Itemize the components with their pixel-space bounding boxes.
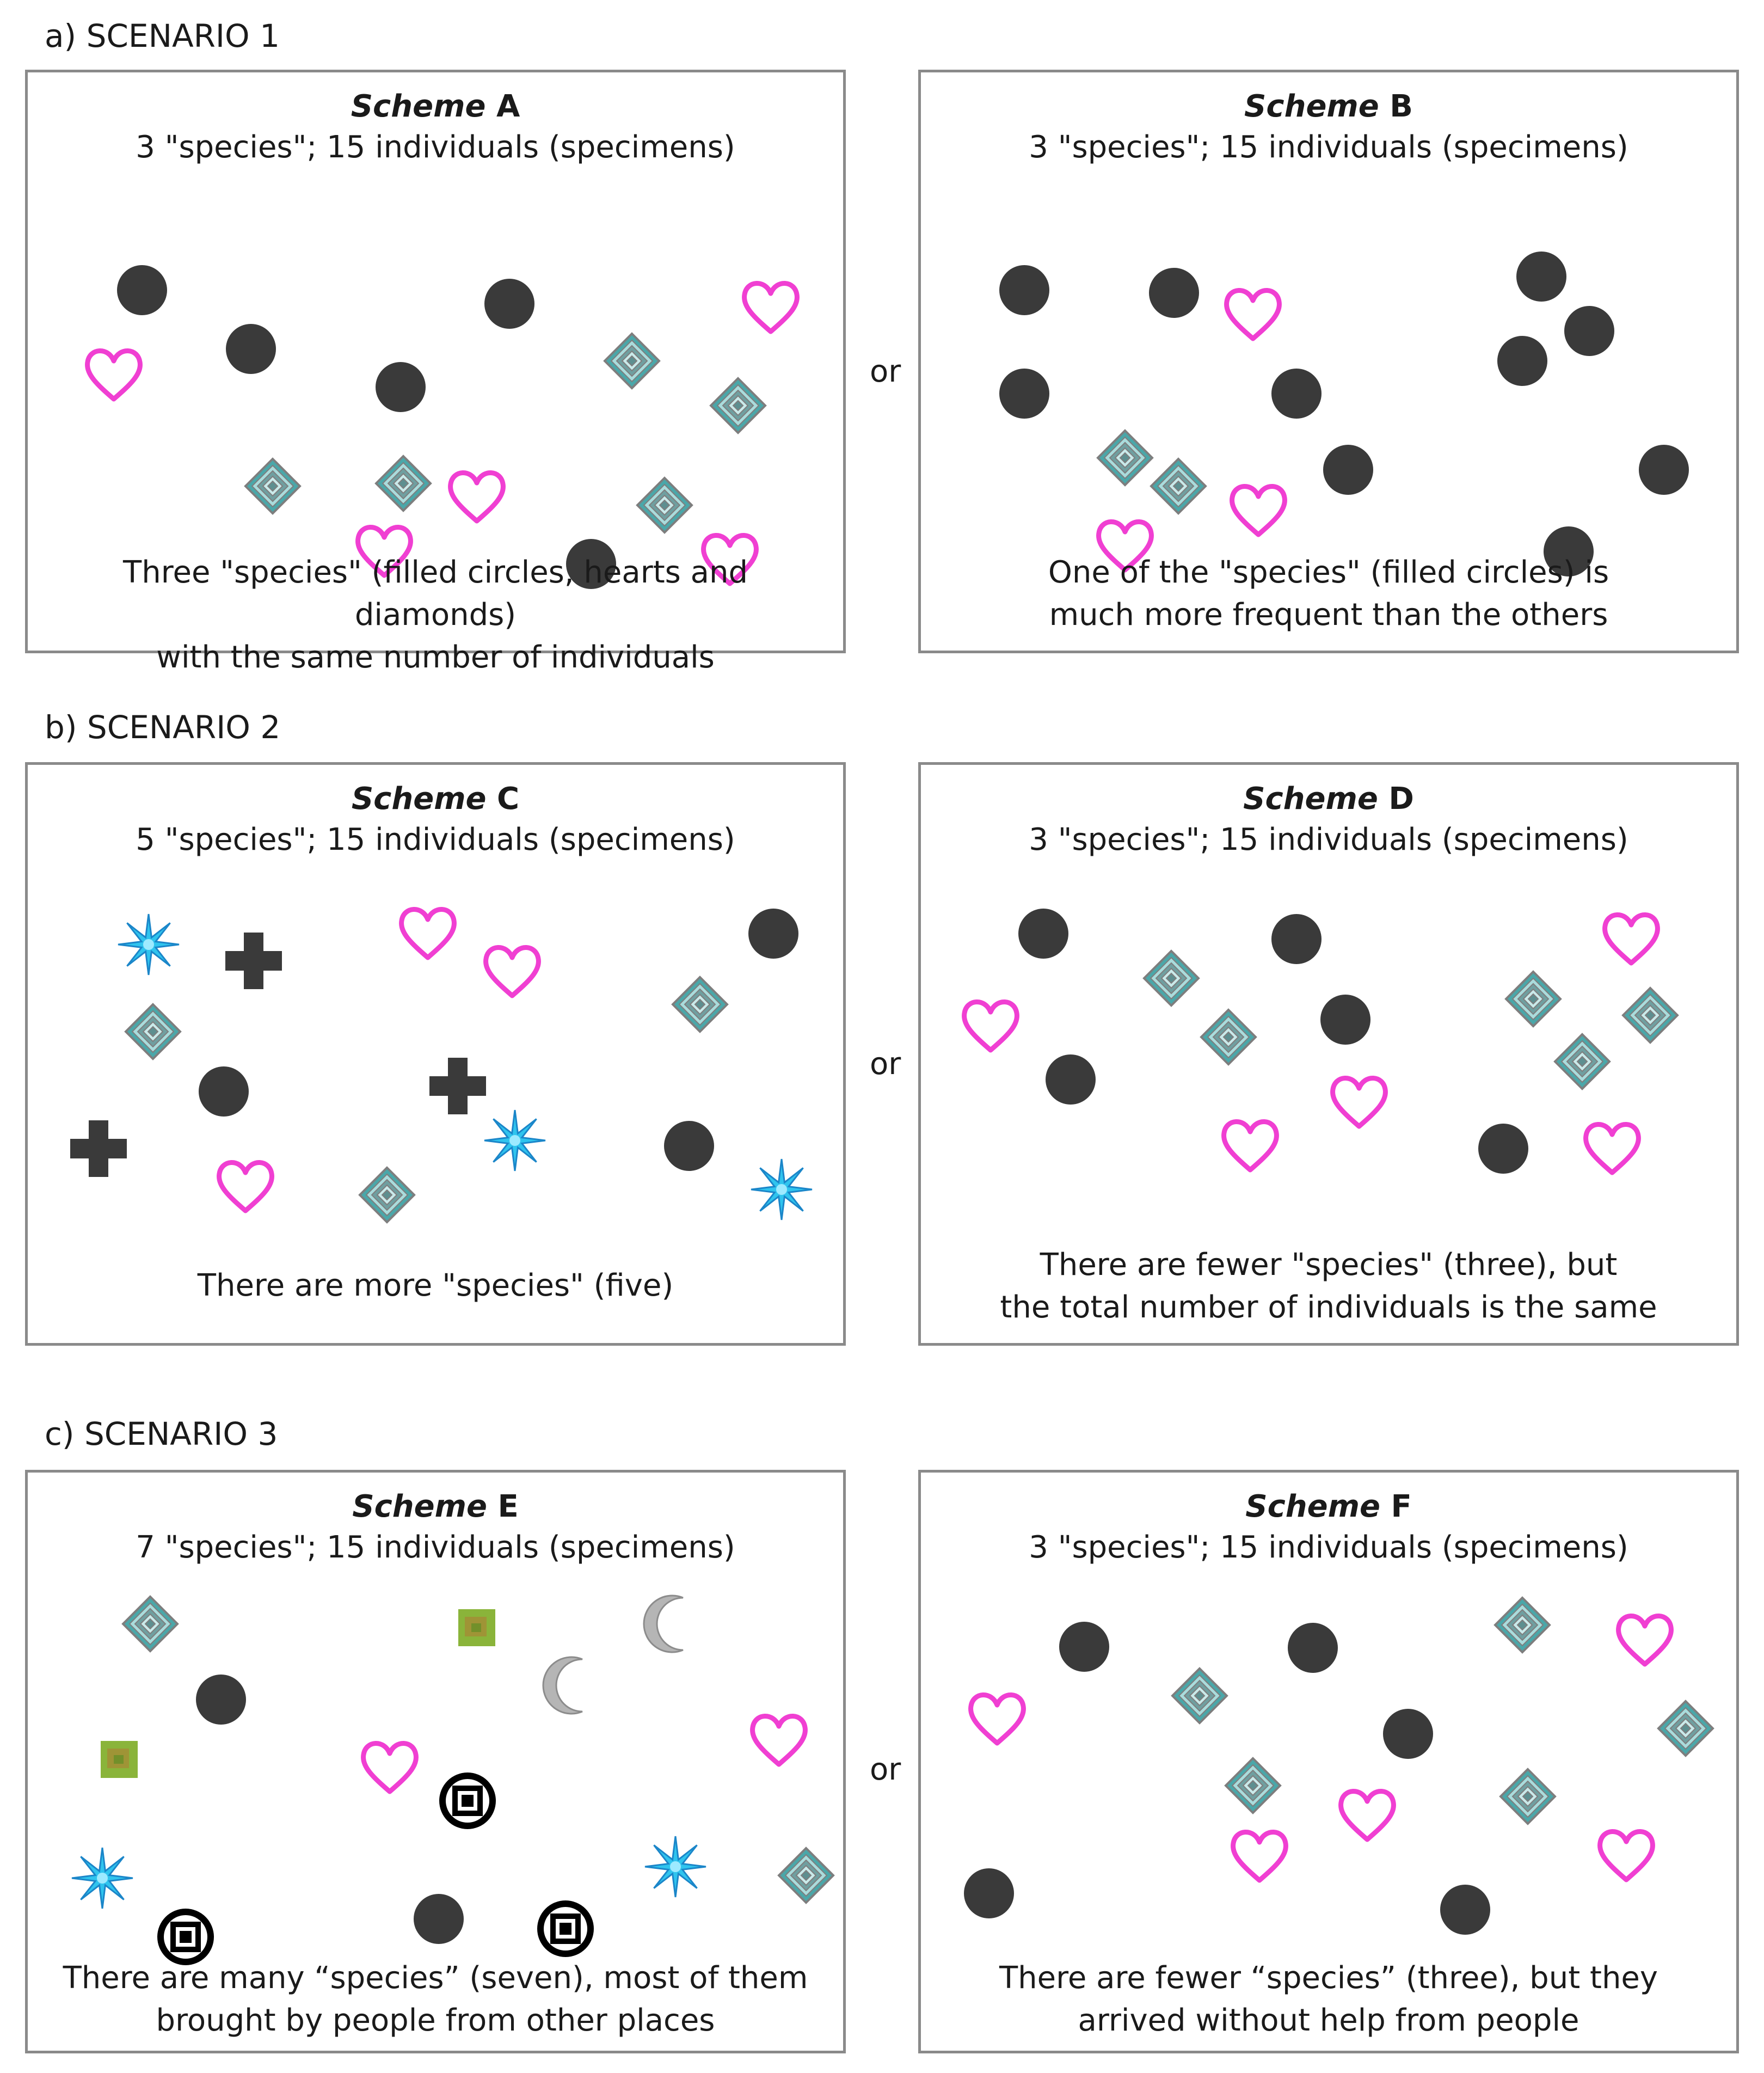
target-symbol <box>537 1900 594 1957</box>
diamond-symbol <box>1098 431 1152 485</box>
heart-symbol <box>1227 290 1280 339</box>
cross-symbol <box>225 933 282 989</box>
scheme-f-panel <box>918 1470 1739 2053</box>
diamond-symbol <box>1495 1598 1550 1652</box>
heart-symbol <box>364 1743 416 1792</box>
scheme-e-caption: There are many “species” (seven), most of them brought by people from other places <box>63 1960 808 2038</box>
circle-symbol <box>1059 1622 1109 1672</box>
scheme-c-subtitle: 5 "species"; 15 individuals (specimens) <box>136 822 735 857</box>
circle-symbol <box>1288 1623 1338 1673</box>
moon-symbol <box>644 1596 683 1652</box>
scheme-c-caption: There are more "species" (five) <box>197 1268 674 1303</box>
diamond-symbol <box>1501 1769 1555 1824</box>
diamond-symbol <box>779 1848 833 1903</box>
scheme-c-symbols <box>28 765 849 1348</box>
diamond-symbol <box>1658 1701 1713 1756</box>
circle-symbol <box>199 1066 249 1117</box>
scheme-b-title: Scheme B <box>1244 89 1413 124</box>
scheme-a-title: Scheme A <box>351 89 520 124</box>
diamond-symbol <box>1226 1758 1280 1813</box>
circle-symbol <box>1320 995 1370 1045</box>
scheme-f-title: Scheme F <box>1245 1489 1412 1524</box>
scheme-e-panel <box>25 1470 846 2053</box>
scheme-d-title: Scheme D <box>1243 781 1414 817</box>
scheme-b-subtitle: 3 "species"; 15 individuals (specimens) <box>1029 130 1628 165</box>
diamond-symbol <box>673 977 727 1032</box>
heart-symbol <box>1333 1078 1386 1126</box>
heart-symbol <box>402 909 454 958</box>
heart-symbol <box>486 947 539 996</box>
diamond-symbol <box>1506 972 1560 1026</box>
scheme-e-title: Scheme E <box>352 1489 519 1524</box>
diamond-symbol <box>637 478 692 532</box>
scenario-1-label: a) SCENARIO 1 <box>45 17 280 54</box>
scheme-d-panel <box>918 762 1739 1346</box>
scheme-a-caption: Three "species" (filled circles, hearts and diamonds) with the same number of individuals <box>123 555 748 675</box>
circle-symbol <box>1440 1885 1490 1935</box>
scheme-a-panel <box>25 70 846 675</box>
circle-symbol <box>1149 268 1199 318</box>
scheme-b-caption: One of the "species" (filled circles) is much more frequent than the others <box>1048 555 1609 633</box>
circle-symbol <box>1323 445 1373 495</box>
heart-symbol <box>219 1162 272 1211</box>
scheme-a-subtitle: 3 "species"; 15 individuals (specimens) <box>136 130 735 165</box>
circle-symbol <box>999 369 1049 419</box>
diamond-symbol <box>1144 951 1198 1005</box>
diamond-symbol <box>1555 1034 1609 1089</box>
heart-symbol <box>1605 915 1658 963</box>
heart-symbol <box>451 473 503 521</box>
target-symbol <box>439 1773 496 1829</box>
diamond-symbol <box>123 1597 177 1651</box>
heart-symbol <box>1619 1616 1671 1664</box>
heart-symbol <box>88 351 140 399</box>
diamond-symbol <box>1151 459 1206 513</box>
heart-symbol <box>745 283 797 332</box>
diamond-symbol <box>360 1168 414 1222</box>
circle-symbol <box>117 265 167 315</box>
star-symbol <box>751 1159 812 1220</box>
circle-symbol <box>414 1894 464 1944</box>
circle-symbol <box>748 909 798 959</box>
diamond-symbol <box>245 459 300 513</box>
square-symbol <box>458 1609 495 1646</box>
circle-symbol <box>1478 1124 1528 1174</box>
circle-symbol <box>1018 909 1068 959</box>
circle-symbol <box>964 1868 1014 1918</box>
scheme-d-caption: There are fewer "species" (three), but the total number of individuals is the same <box>1000 1247 1657 1325</box>
scheme-b-panel <box>918 70 1739 653</box>
diamond-symbol <box>1201 1010 1256 1064</box>
star-symbol <box>645 1836 706 1897</box>
diamond-symbol <box>711 378 765 433</box>
circle-symbol <box>1564 306 1614 356</box>
heart-symbol <box>964 1002 1017 1050</box>
scenario-3-label: c) SCENARIO 3 <box>45 1415 278 1452</box>
or-label-3: or <box>870 1752 901 1787</box>
circle-symbol <box>1271 914 1322 964</box>
or-label-1: or <box>870 354 901 389</box>
circle-symbol <box>1516 252 1566 302</box>
moon-symbol <box>543 1657 582 1714</box>
heart-symbol <box>1224 1121 1277 1170</box>
scheme-e-subtitle: 7 "species"; 15 individuals (specimens) <box>136 1530 735 1565</box>
circle-symbol <box>1271 369 1322 419</box>
heart-symbol <box>971 1695 1024 1743</box>
heart-symbol <box>1341 1791 1394 1839</box>
heart-symbol <box>1586 1124 1639 1173</box>
scheme-c-title: Scheme C <box>351 781 520 817</box>
heart-symbol <box>1232 486 1285 535</box>
circle-symbol <box>1639 445 1689 495</box>
star-symbol <box>72 1848 133 1909</box>
circle-symbol <box>226 324 276 374</box>
cross-symbol <box>429 1058 486 1114</box>
heart-symbol <box>1600 1831 1653 1880</box>
diamond-symbol <box>376 456 431 511</box>
diamond-symbol <box>605 334 659 388</box>
heart-symbol <box>753 1716 806 1764</box>
circle-symbol <box>999 265 1049 315</box>
scenario-2-label: b) SCENARIO 2 <box>45 709 281 746</box>
scheme-d-subtitle: 3 "species"; 15 individuals (specimens) <box>1029 822 1628 857</box>
circle-symbol <box>1497 336 1547 386</box>
circle-symbol <box>484 279 534 329</box>
star-symbol <box>118 914 179 975</box>
circle-symbol <box>376 362 426 412</box>
circle-symbol <box>196 1675 246 1725</box>
scheme-f-subtitle: 3 "species"; 15 individuals (specimens) <box>1029 1530 1628 1565</box>
star-symbol <box>484 1110 545 1171</box>
cross-symbol <box>70 1120 127 1177</box>
scheme-f-caption: There are fewer “species” (three), but they arrived without help from people <box>999 1960 1658 2038</box>
circle-symbol <box>1383 1709 1433 1759</box>
square-symbol <box>101 1741 138 1778</box>
diamond-symbol <box>1623 988 1677 1042</box>
circle-symbol <box>664 1121 714 1171</box>
diamond-symbol <box>1172 1669 1227 1723</box>
heart-symbol <box>1233 1832 1286 1880</box>
scheme-c-panel <box>25 762 846 1346</box>
circle-symbol <box>1046 1054 1096 1105</box>
diamond-symbol <box>126 1004 180 1059</box>
or-label-2: or <box>870 1046 901 1082</box>
